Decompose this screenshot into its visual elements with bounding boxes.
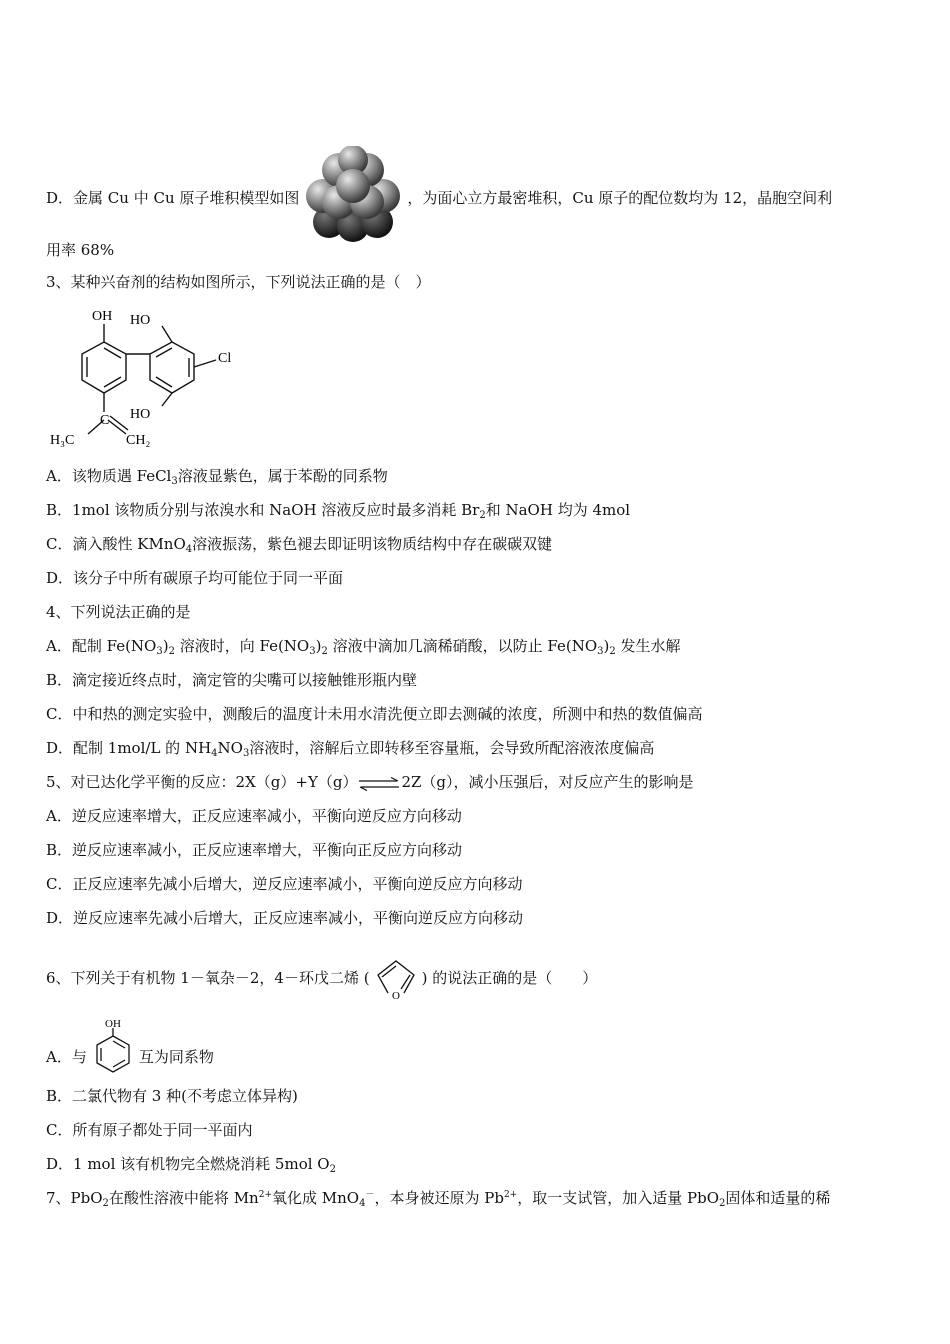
text: ，取一支试管，加入适量 PbO <box>517 1189 719 1207</box>
text: NO <box>217 739 243 757</box>
q5-option-c: C．正反应速率先减小后增大，逆反应速率减小，平衡向逆反应方向移动 <box>46 875 523 893</box>
q6-option-a <box>46 1018 214 1088</box>
q3-option-a-text: A．该物质遇 FeCl <box>46 467 172 485</box>
q4-stem: 4、下列说法正确的是 <box>46 603 191 621</box>
q6-stem <box>46 955 597 1003</box>
q6-option-a-post: 互为同系物 <box>138 1048 214 1066</box>
ho-label-top: HO <box>130 313 151 328</box>
q5-stem-pre: 5、对已达化学平衡的反应：2X（g）+Y（g） <box>46 773 358 791</box>
phenol-oh-label: OH <box>104 1018 121 1030</box>
subscript: 4 <box>185 544 193 555</box>
subscript: 3 <box>597 646 604 657</box>
text: 发生水解 <box>615 637 681 655</box>
text: ) <box>162 637 169 655</box>
q2-option-d-continued: 用率 68% <box>46 241 115 259</box>
q5-stem <box>46 772 694 792</box>
q2-option-d-post: ，为面心立方最密堆积，Cu 原子的配位数均为 12，晶胞空间利 <box>407 189 833 207</box>
q3-option-a <box>46 466 388 486</box>
q3-option-b <box>46 500 630 520</box>
h3c-label: H₃C <box>50 433 75 448</box>
text: D．配制 1mol/L 的 NH <box>46 739 212 757</box>
subscript: 2 <box>719 1198 726 1209</box>
subscript: 4 <box>211 748 218 759</box>
furan-structure-icon <box>370 953 422 1001</box>
q3-option-c-text-rest: 溶液振荡，紫色褪去即证明该物质结构中存在碳碳双键 <box>192 535 553 553</box>
phenol-structure-icon <box>91 1018 135 1078</box>
subscript: 2 <box>329 1164 336 1175</box>
text: 溶液时，向 Fe(NO <box>174 637 310 655</box>
text: ) <box>603 637 610 655</box>
q4-option-d <box>46 738 654 758</box>
q3-option-a-text-rest: 溶液显紫色，属于苯酚的同系物 <box>177 467 388 485</box>
text: 在酸性溶液中能将 Mn <box>108 1189 259 1207</box>
q6-option-a-pre: A．与 <box>46 1048 87 1066</box>
text: ) <box>315 637 322 655</box>
q2-option-d <box>46 150 832 248</box>
subscript: 2 <box>321 646 328 657</box>
q4-option-c: C．中和热的测定实验中，测酸后的温度计未用水清洗便立即去测碱的浓度，所测中和热的数值偏高 <box>46 705 703 723</box>
q7-stem <box>46 1188 830 1208</box>
text: A．配制 Fe(NO <box>46 637 157 655</box>
subscript: 2 <box>479 510 486 521</box>
text: 7、PbO <box>46 1189 103 1207</box>
q5-option-b: B．逆反应速率减小，正反应速率增大，平衡向正反应方向移动 <box>46 841 463 859</box>
q5-option-a: A．逆反应速率增大，正反应速率减小，平衡向逆反应方向移动 <box>46 807 462 825</box>
q3-option-c-text: C．滴入酸性 KMnO <box>46 535 186 553</box>
equilibrium-arrow-icon <box>357 776 401 790</box>
subscript: 2 <box>609 646 616 657</box>
text: 固体和适量的稀 <box>725 1189 831 1207</box>
superscript: － <box>365 1190 375 1200</box>
stimulant-structure-diagram <box>46 302 256 452</box>
q3-structure-figure <box>46 302 256 452</box>
superscript: 2+ <box>258 1190 272 1200</box>
q3-option-b-text-rest: 和 NaOH 均为 4mol <box>485 501 631 519</box>
q6-stem-pre: 6、下列关于有机物 1－氧杂－2，4－环戊二烯 ( <box>46 969 370 987</box>
q3-stem: 3、某种兴奋剂的结构如图所示，下列说法正确的是（ ） <box>46 273 431 291</box>
text: 氧化成 MnO <box>272 1189 360 1207</box>
q3-option-d: D．该分子中所有碳原子均可能位于同一平面 <box>46 569 344 587</box>
q5-option-d: D．逆反应速率先减小后增大，正反应速率减小，平衡向逆反应方向移动 <box>46 909 524 927</box>
subscript: 3 <box>156 646 163 657</box>
text: D．1 mol 该有机物完全燃烧消耗 5mol O <box>46 1155 330 1173</box>
sphere-packing-figure <box>299 146 407 244</box>
q2-option-d-pre: D．金属 Cu 中 Cu 原子堆积模型如图 <box>46 189 300 207</box>
superscript: 2+ <box>503 1190 518 1200</box>
furan-o-label: O <box>391 990 400 1001</box>
text: 溶液中滴加几滴稀硝酸，以防止 Fe(NO <box>327 637 598 655</box>
subscript: 3 <box>171 476 178 487</box>
cl-label: Cl <box>218 351 232 366</box>
q5-stem-post: 2Z（g），减小压强后，对反应产生的影响是 <box>401 773 694 791</box>
c-label: C <box>100 413 110 428</box>
q6-option-b: B．二氯代物有 3 种(不考虑立体异构) <box>46 1087 298 1105</box>
q6-option-c: C．所有原子都处于同一平面内 <box>46 1121 253 1139</box>
subscript: 2 <box>168 646 175 657</box>
subscript: 3 <box>309 646 316 657</box>
ho-label-bottom: HO <box>130 407 151 422</box>
q3-option-b-text: B．1mol 该物质分别与浓溴水和 NaOH 溶液反应时最多消耗 Br <box>46 501 480 519</box>
q6-stem-post: ) 的说法正确的是（ ） <box>421 969 598 987</box>
q6-option-d <box>46 1154 336 1174</box>
cu-atom-packing-image <box>299 146 407 244</box>
subscript: 4 <box>359 1198 366 1209</box>
q4-option-b: B．滴定接近终点时，滴定管的尖嘴可以接触锥形瓶内壁 <box>46 671 418 689</box>
text: 溶液时，溶解后立即转移至容量瓶，会导致所配溶液浓度偏高 <box>249 739 655 757</box>
subscript: 2 <box>102 1198 109 1209</box>
text: ，本身被还原为 Pb <box>374 1189 504 1207</box>
q3-option-c <box>46 534 552 554</box>
ch2-label: CH₂ <box>126 433 151 448</box>
subscript: 3 <box>242 748 250 759</box>
oh-label-top-left: OH <box>92 309 113 324</box>
q4-option-a <box>46 636 681 656</box>
